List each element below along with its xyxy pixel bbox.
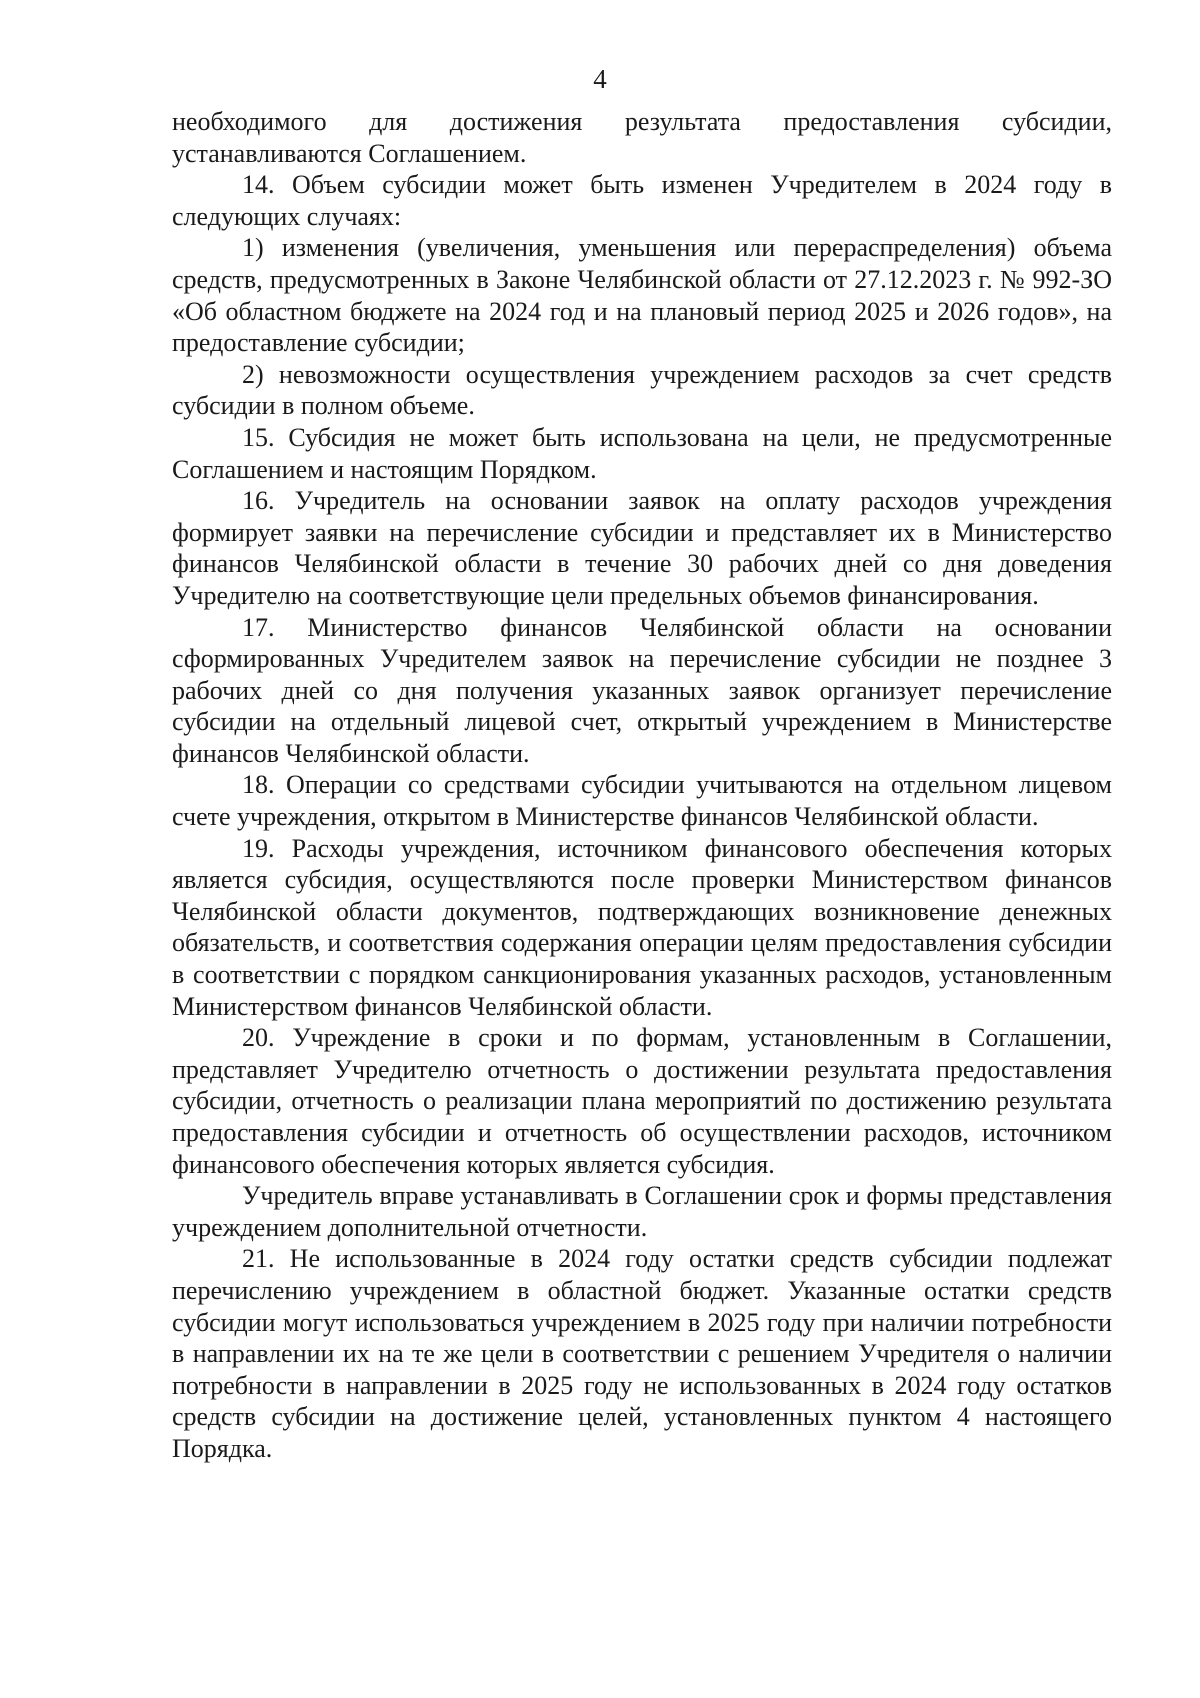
paragraph-18: 18. Операции со средствами субсидии учитываются на отдельном лицевом счете учреждения, открытом в Министерстве финансов Челябинской области.: [172, 770, 1112, 832]
paragraph-14-item-1: 1) изменения (увеличения, уменьшения или перераспределения) объема средств, предусмотренных в Законе Челябинской области от 27.12.2023 г. № 992-ЗО «Об областном бюджете на 2024 год и на плановый период 2025 и 2026 годов», на предоставление субсидии;: [172, 233, 1112, 358]
paragraph-continuation: необходимого для достижения результата предоставления субсидии, устанавливаются Соглашением.: [172, 107, 1112, 168]
paragraph-20-addendum: Учредитель вправе устанавливать в Соглашении срок и формы представления учреждением дополнительной отчетности.: [172, 1181, 1112, 1242]
paragraph-14-item-2: 2) невозможности осуществления учреждением расходов за счет средств субсидии в полном объеме.: [172, 359, 1112, 421]
paragraph-21: 21. Не использованные в 2024 году остатки средств субсидии подлежат перечислению учреждением в областной бюджет. Указанные остатки средств субсидии могут использоваться учреждением в 2025 году при наличии потребности в направлении их на те же цели в соответствии с решением Учредителя о наличии потребности в направлении в 2025 году не использованных в 2024 году остатков средств субсидии на достижение целей, установленных пунктом 4 настоящего Порядка.: [172, 1244, 1112, 1463]
paragraph-17: 17. Министерство финансов Челябинской области на основании сформированных Учредителем заявок на перечисление субсидии не позднее 3 рабочих дней со дня получения указанных заявок организует перечисление субсидии на отдельный лицевой счет, открытый учреждением в Министерстве финансов Челябинской области.: [172, 612, 1112, 768]
paragraph-16: 16. Учредитель на основании заявок на оплату расходов учреждения формирует заявки на перечисление субсидии и представляет их в Министерство финансов Челябинской области в течение 30 рабочих дней со дня доведения Учредителю на соответствующие цели предельных объемов финансирования.: [172, 486, 1112, 610]
page-number: 4: [593, 64, 607, 94]
paragraph-15: 15. Субсидия не может быть использована на цели, не предусмотренные Соглашением и настоящим Порядком.: [172, 422, 1112, 484]
paragraph-14: 14. Объем субсидии может быть изменен Учредителем в 2024 году в следующих случаях:: [172, 170, 1112, 231]
paragraph-19: 19. Расходы учреждения, источником финансового обеспечения которых является субсидия, осуществляются после проверки Министерством финансов Челябинской области документов, подтверждающих возникновение денежных обязательств, и соответствия содержания операции целям предоставления субсидии в соответствии с порядком санкционирования указанных расходов, установленным Министерством финансов Челябинской области.: [172, 833, 1112, 1021]
document-body: [172, 106, 1112, 1465]
paragraph-20: 20. Учреждение в сроки и по формам, установленным в Соглашении, представляет Учредителю отчетность о достижении результата предоставления субсидии, отчетность о реализации плана мероприятий по достижению результата предоставления субсидии и отчетность об осуществлении расходов, источником финансового обеспечения которых является субсидия.: [172, 1023, 1112, 1179]
